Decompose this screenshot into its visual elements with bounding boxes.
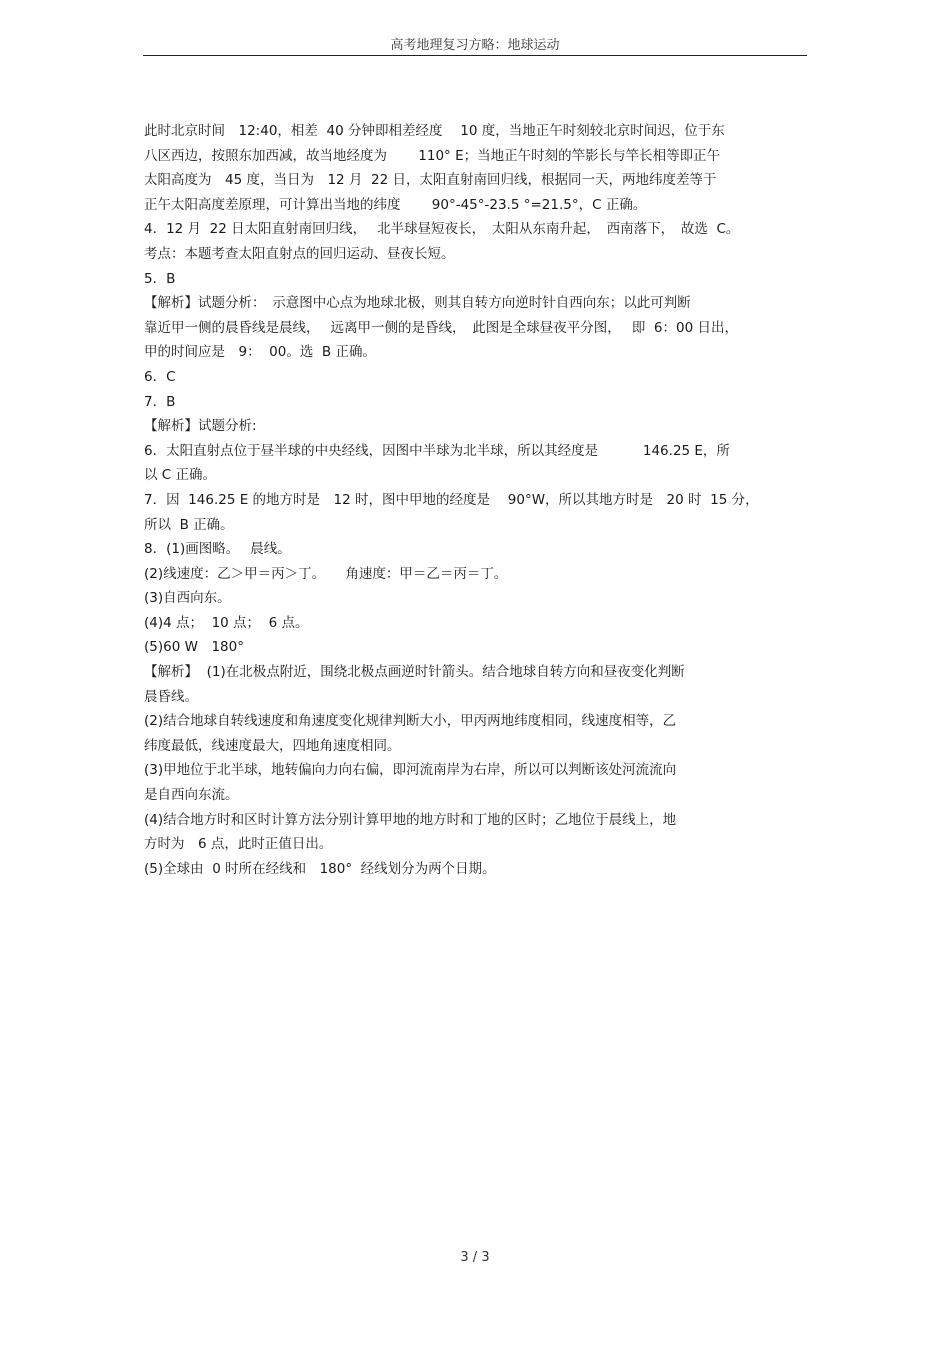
text-line: 靠近甲一侧的晨昏线是晨线， 远离甲一侧的是昏线， 此图是全球昼夜平分图， 即 6：00 日出， — [144, 319, 738, 336]
text-line: (2)结合地球自转线速度和角速度变化规律判断大小，甲丙两地纬度相同，线速度相等，乙 — [144, 713, 677, 730]
text-line: (3)自西向东。 — [144, 590, 231, 607]
text-line: 7．因 146.25 E 的地方时是 12 时，图中甲地的经度是 90°W，所以其地方时是 20 时 15 分， — [144, 491, 759, 508]
text-line: 考点：本题考查太阳直射点的回归运动、昼夜长短。 — [144, 245, 455, 262]
text-line: (4)4 点； 10 点； 6 点。 — [144, 614, 309, 631]
text-line: 所以 B 正确。 — [144, 516, 234, 533]
text-line: (3)甲地位于北半球，地转偏向力向右偏，即河流南岸为右岸，所以可以判断该处河流流向 — [144, 762, 677, 779]
text-line: 纬度最低，线速度最大，四地角速度相同。 — [144, 737, 401, 754]
text-line: 【解析】试题分析： 示意图中心点为地球北极，则其自转方向逆时针自西向东；以此可判断 — [144, 295, 691, 312]
header-divider — [143, 55, 807, 56]
text-line: 方时为 6 点，此时正值日出。 — [144, 836, 333, 853]
text-line: (2)线速度：乙＞甲＝丙＞丁。 角速度：甲＝乙＝丙＝丁。 — [144, 565, 508, 582]
text-line: 【解析】 (1)在北极点附近，围绕北极点画逆时针箭头。结合地球自转方向和昼夜变化判断 — [144, 664, 685, 681]
text-line: (4)结合地方时和区时计算方法分别计算甲地的地方时和丁地的区时；乙地位于晨线上，地 — [144, 811, 677, 828]
text-line: 6．太阳直射点位于昼半球的中央经线，因图中半球为北半球，所以其经度是 146.25 E，所 — [144, 442, 730, 459]
text-line: 是自西向东流。 — [144, 787, 239, 804]
text-line: (5)全球由 0 时所在经线和 180° 经线划分为两个日期。 — [144, 860, 496, 877]
text-line: (5)60 W 180° — [144, 639, 244, 656]
text-line: 甲的时间应是 9： 00。选 B 正确。 — [144, 344, 376, 361]
text-line: 晨昏线。 — [144, 688, 198, 705]
document-body — [144, 119, 808, 881]
text-line: 八区西边，按照东加西减，故当地经度为 110° E；当地正午时刻的竿影长与竿长相等即正午 — [144, 147, 721, 164]
text-line: 太阳高度为 45 度，当日为 12 月 22 日，太阳直射南回归线，根据同一天，两地纬度差等于 — [144, 172, 717, 189]
text-line: 此时北京时间 12:40，相差 40 分钟即相差经度 10 度，当地正午时刻较北京时间迟，位于东 — [144, 123, 725, 139]
text-line: 以 C 正确。 — [144, 467, 217, 484]
text-line: 7．B — [144, 393, 176, 410]
text-line: 4．12 月 22 日太阳直射南回归线， 北半球昼短夜长， 太阳从东南升起， 西南落下， 故选 C。 — [144, 221, 740, 238]
page-header-title: 高考地理复习方略：地球运动 — [390, 38, 560, 53]
page-number: 3 / 3 — [460, 1250, 490, 1265]
text-line: 6．C — [144, 368, 176, 385]
text-line: 5．B — [144, 270, 176, 287]
text-line: 正午太阳高度差原理，可计算出当地的纬度 90°-45°-23.5 °=21.5°，C 正确。 — [144, 196, 647, 213]
text-line: 【解析】试题分析: — [144, 418, 257, 435]
text-line: 8．(1)画图略。 晨线。 — [144, 541, 291, 558]
